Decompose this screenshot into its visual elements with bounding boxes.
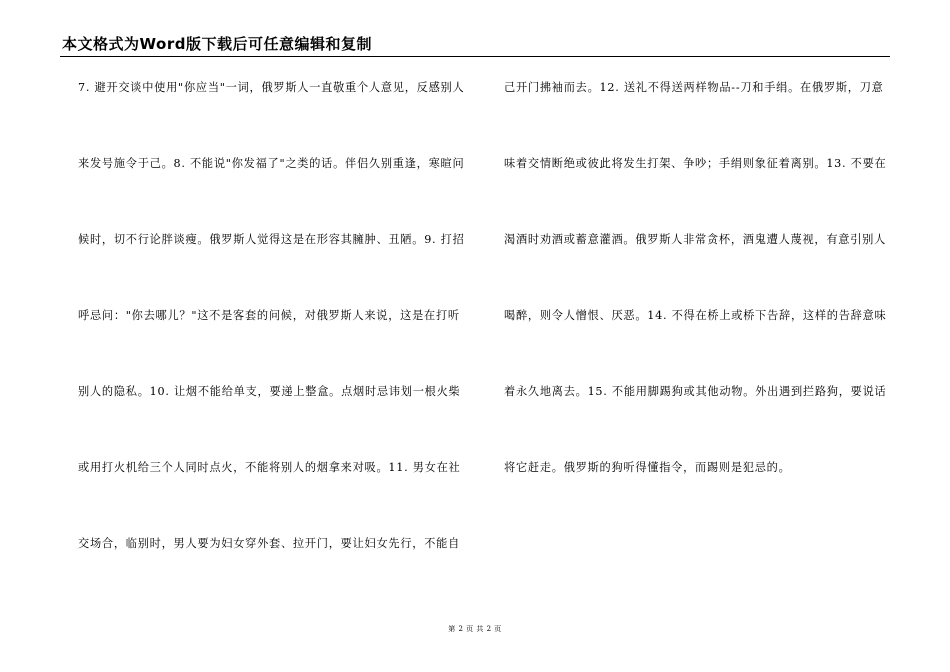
text-line: 候时，切不行论胖谈瘦。俄罗斯人觉得这是在形容其臃肿、丑陋。9. 打招	[78, 233, 465, 246]
text-line: 来发号施令于己。8. 不能说"你发福了"之类的话。伴侣久别重逢，寒暄问	[78, 157, 465, 170]
text-line: 或用打火机给三个人同时点火，不能将别人的烟拿来对吸。11. 男女在社	[78, 461, 461, 474]
text-line: 将它赶走。俄罗斯的狗听得懂指令，而踢则是犯忌的。	[504, 461, 791, 474]
left-text-column	[78, 78, 468, 610]
text-line: 交场合，临别时，男人要为妇女穿外套、拉开门，要让妇女先行，不能自	[78, 537, 461, 550]
text-line: 喝醉，则令人憎恨、厌恶。14. 不得在桥上或桥下告辞，这样的告辞意味	[504, 309, 887, 322]
right-text-column	[504, 78, 889, 534]
header-divider	[60, 56, 890, 57]
text-line: 味着交情断绝或彼此将发生打架、争吵；手绢则象征着离别。13. 不要在	[504, 157, 887, 170]
text-line: 7. 避开交谈中使用"你应当"一词，俄罗斯人一直敬重个人意见，反感别人	[78, 81, 465, 94]
text-line: 着永久地离去。15. 不能用脚踢狗或其他动物。外出遇到拦路狗，要说话	[504, 385, 887, 398]
text-line: 别人的隐私。10. 让烟不能给单支，要递上整盒。点烟时忌讳划一根火柴	[78, 385, 461, 398]
text-line: 呼忌问："你去哪儿？"这不是客套的问候，对俄罗斯人来说，这是在打听	[78, 309, 460, 322]
text-line: 渴酒时劝酒或蓄意灌酒。俄罗斯人非常贪杯，酒鬼遭人蔑视，有意引别人	[504, 233, 887, 246]
page-number: 第 2 页 共 2 页	[448, 625, 502, 633]
document-header-title: 本文格式为Word版下载后可任意编辑和复制	[62, 35, 372, 53]
text-line: 己开门拂袖而去。12. 送礼不得送两样物品--刀和手绢。在俄罗斯，刀意	[504, 81, 884, 94]
